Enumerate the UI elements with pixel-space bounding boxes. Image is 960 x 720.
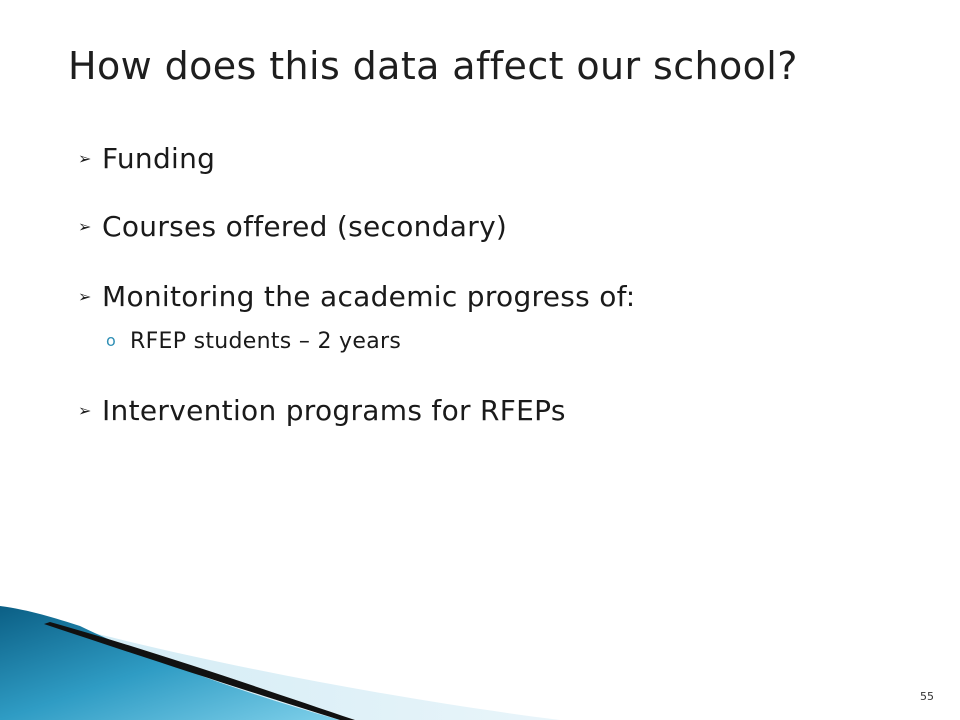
bullet-monitoring-progress bbox=[78, 280, 636, 313]
bullet-text: Intervention programs for RFEPs bbox=[102, 394, 566, 427]
arrow-right-icon: ➢ bbox=[78, 149, 92, 168]
bullet-courses-offered bbox=[78, 210, 507, 243]
arrow-right-icon: ➢ bbox=[78, 287, 92, 306]
page-number: 55 bbox=[920, 690, 934, 703]
bullet-text: Courses offered (secondary) bbox=[102, 210, 508, 243]
bullet-text: Funding bbox=[102, 142, 216, 175]
bullet-text: Monitoring the academic progress of: bbox=[102, 280, 636, 313]
sub-bullet-text: RFEP students – 2 years bbox=[130, 329, 402, 354]
arrow-right-icon: ➢ bbox=[78, 401, 92, 420]
decorative-swoosh bbox=[0, 600, 960, 720]
bullet-funding bbox=[78, 142, 215, 175]
sub-bullet-rfep-students bbox=[106, 329, 401, 354]
circle-o-icon: o bbox=[106, 331, 117, 350]
arrow-right-icon: ➢ bbox=[78, 217, 92, 236]
bullet-intervention-programs bbox=[78, 394, 566, 427]
slide-title: How does this data affect our school? bbox=[68, 44, 798, 88]
